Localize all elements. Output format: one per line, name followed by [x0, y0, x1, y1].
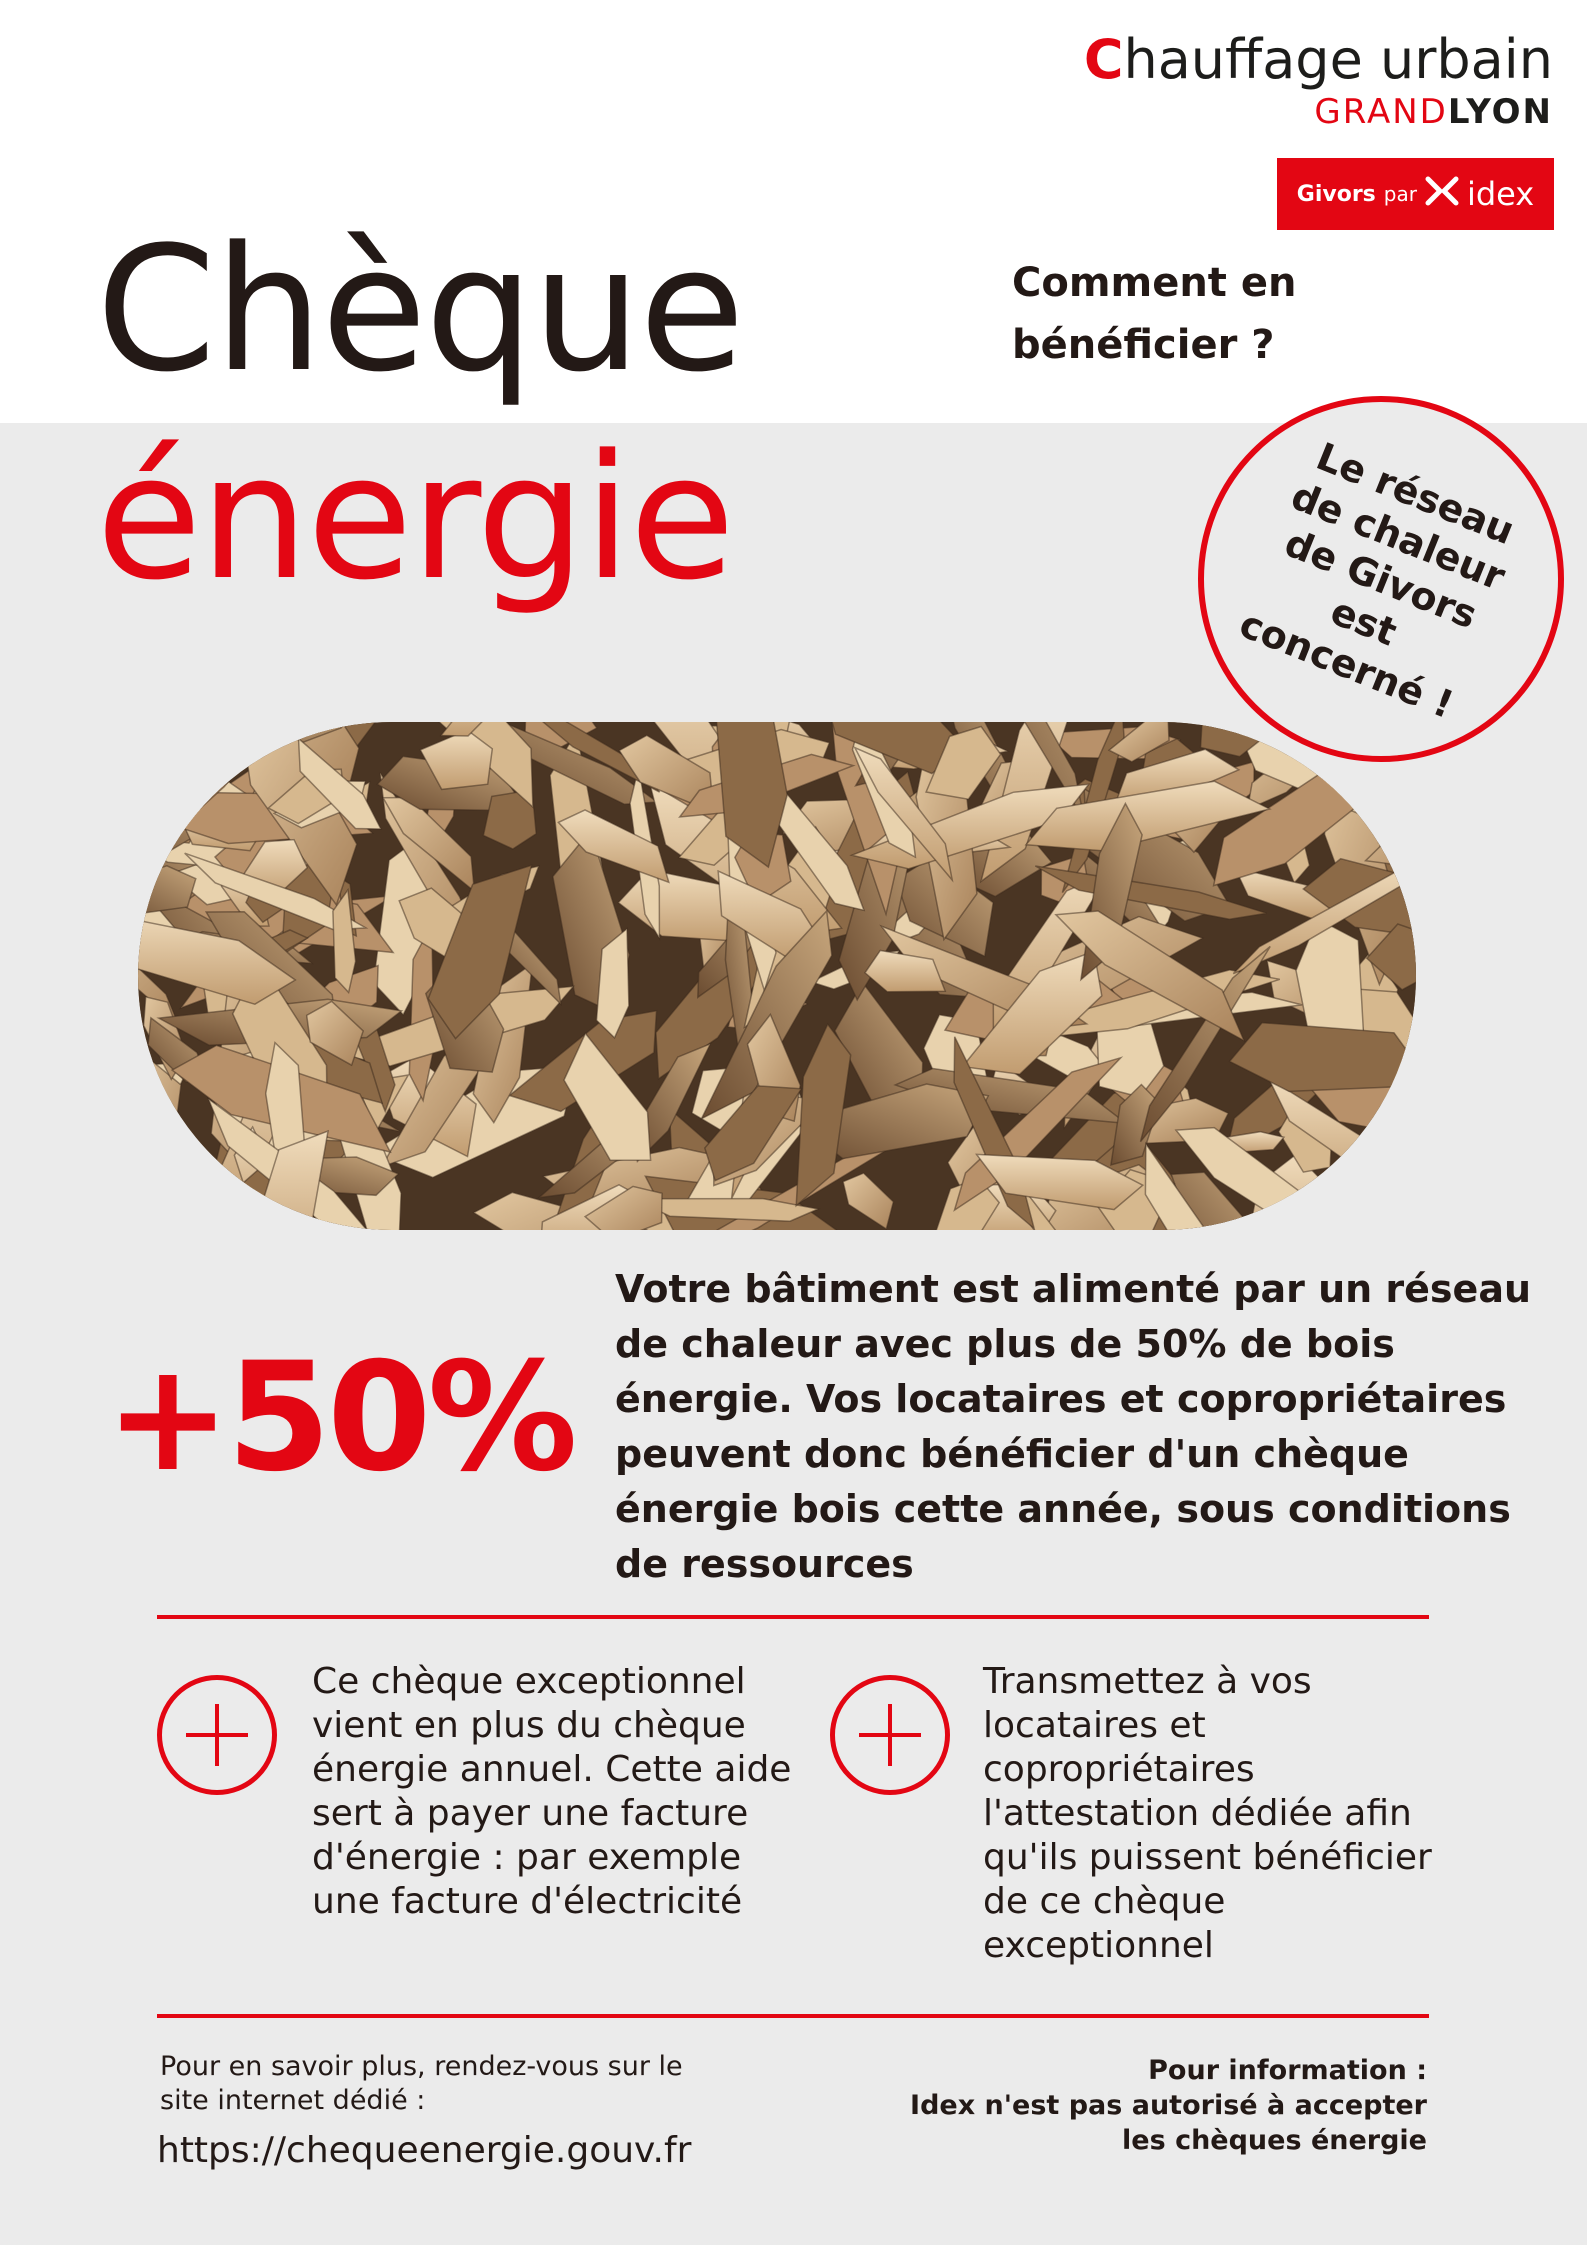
plus-circle-icon: [830, 1675, 950, 1795]
how-to-heading: Comment en bénéficier ?: [1012, 260, 1297, 368]
more-info-text: Pour en savoir plus, rendez-vous sur le site internet dédié :: [160, 2051, 683, 2116]
info-column-1: Ce chèque exceptionnel vient en plus du chèque énergie annuel. Cette aide sert à payer une facture d'énergie : par exemple une facture d'électricité: [312, 1661, 792, 1922]
wood-chip: [138, 1061, 181, 1201]
wood-chip: [1393, 1134, 1416, 1230]
wood-chip: [1360, 1145, 1411, 1230]
notice-text: Idex n'est pas autorisé à accepter les chèques énergie: [910, 2090, 1427, 2156]
brand-sub-grand: GRAND: [1314, 92, 1448, 132]
notice-title: Pour information :: [1148, 2055, 1427, 2086]
notice-block: [867, 2053, 1427, 2158]
plus-circle-icon: [157, 1675, 277, 1795]
brand-sub-lyon: LYON: [1447, 92, 1553, 132]
concerned-stamp: [1198, 396, 1564, 762]
badge-par: par: [1383, 182, 1417, 206]
divider-bottom: [157, 2014, 1429, 2018]
brand-first-letter: C: [1083, 28, 1124, 91]
wood-chip: [1366, 779, 1416, 866]
brand-subtitle: [1084, 92, 1553, 132]
website-link[interactable]: https://chequeenergie.gouv.fr: [157, 2130, 692, 2171]
divider-top: [157, 1615, 1429, 1619]
title-line-2: énergie: [96, 417, 734, 618]
brand-name-rest: hauffage urbain: [1123, 28, 1553, 91]
wood-chip: [138, 1146, 150, 1230]
stamp-text: Le réseau de chaleur de Givors est concerné !: [1233, 434, 1521, 728]
wood-chip: [1379, 762, 1412, 842]
info-column-2: Transmettez à vos locataires et copropriétaires l'attestation dédiée afin qu'ils puissent bénéficier de ce chèque exceptionnel: [983, 1661, 1432, 1966]
title-line-1: Chèque: [96, 209, 743, 410]
badge-idex: idex: [1466, 175, 1535, 213]
wood-chip: [1295, 1186, 1350, 1230]
wood-chip: [1356, 1134, 1416, 1201]
wood-chips-photo: [138, 722, 1416, 1230]
intro-text: Votre bâtiment est alimenté par un réseau de chaleur avec plus de 50% de bois énergie. Vos locataires et copropriétaires peuvent donc bénéficier d'un chèque énergie bois cette année, sous conditions de ressources: [615, 1267, 1532, 1586]
brand-name: [1084, 28, 1553, 92]
wood-chip: [1287, 1199, 1405, 1230]
big-percentage: +50%: [105, 1331, 574, 1505]
partner-badge: [1277, 158, 1554, 230]
brand-logo: [1084, 28, 1553, 132]
badge-givors: Givors: [1296, 181, 1376, 207]
idex-x-icon: [1425, 176, 1459, 212]
